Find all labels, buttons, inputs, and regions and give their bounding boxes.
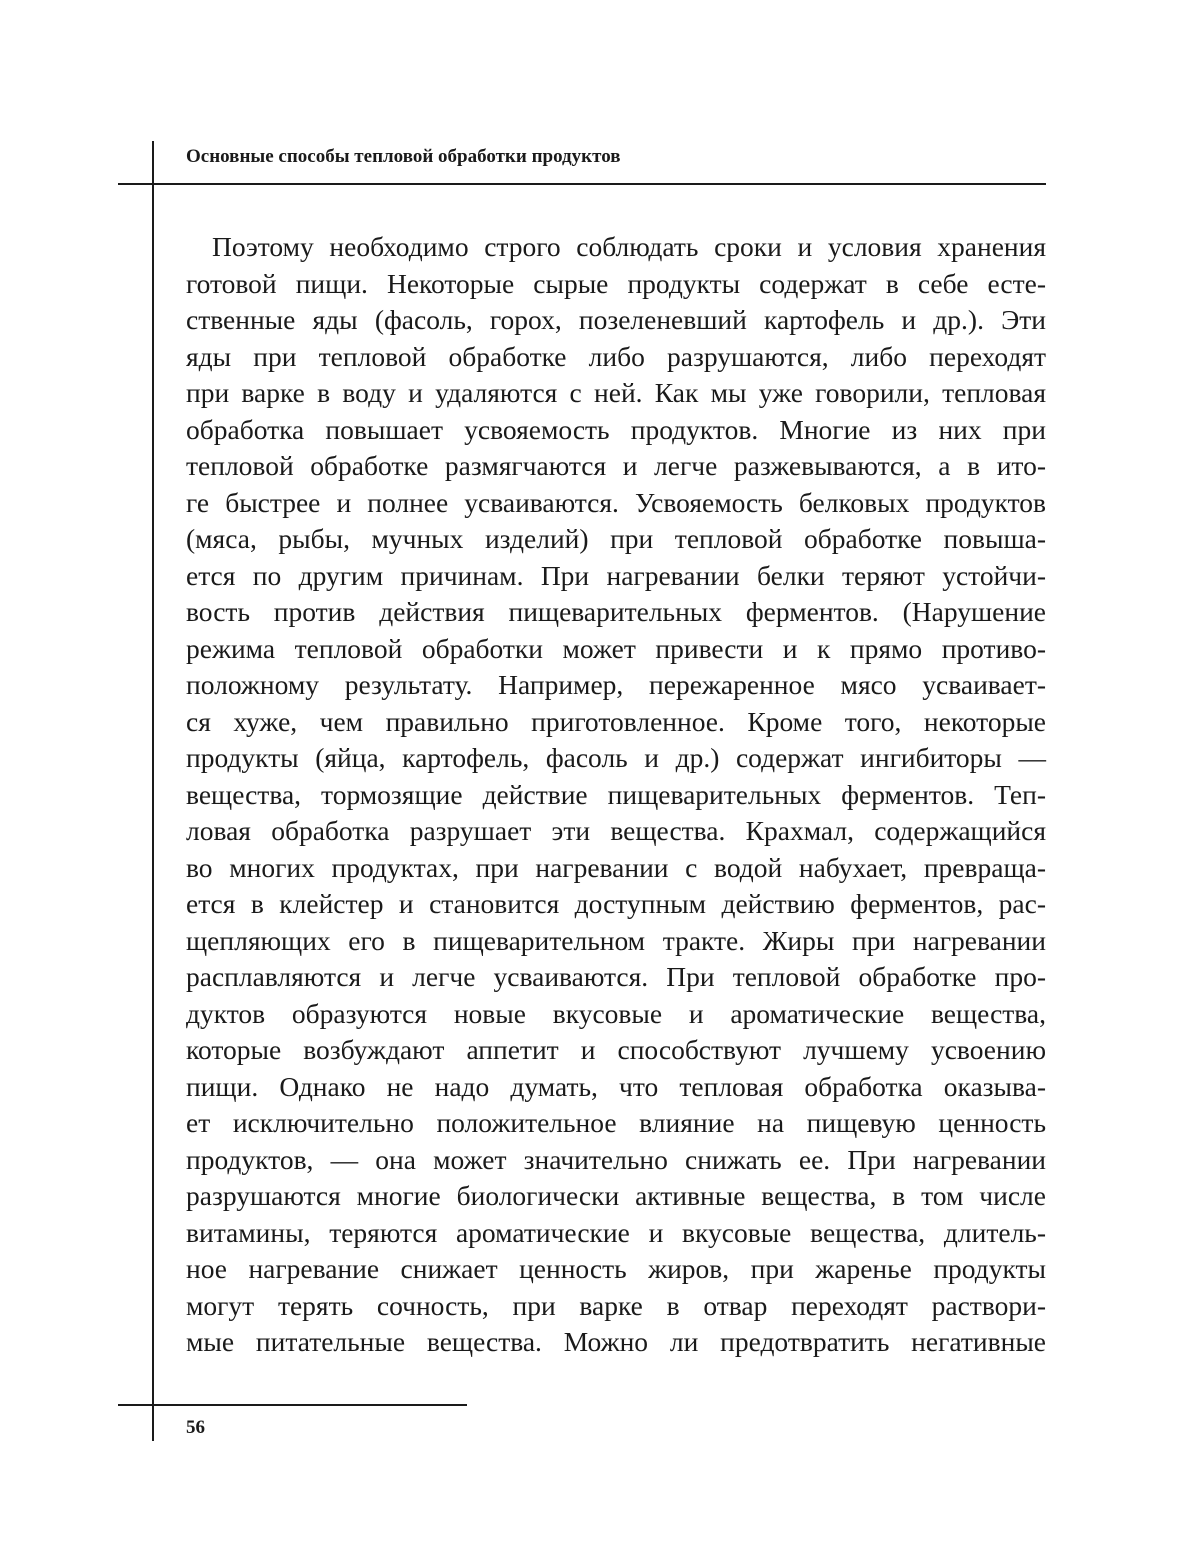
text-line: продукты (яйца, картофель, фасоль и др.) содержат ингибиторы — bbox=[186, 742, 1046, 773]
text-line: вость против действия пищеварительных ферментов. (Нарушение bbox=[186, 596, 1046, 627]
text-line: тепловой обработке размягчаются и легче разжевываются, а в ито- bbox=[186, 450, 1046, 481]
text-line: вещества, тормозящие действие пищеварительных ферментов. Теп- bbox=[186, 778, 1046, 810]
margin-vertical-rule bbox=[152, 141, 154, 1441]
text-line: которые возбуждают аппетит и способствуют лучшему усвоению bbox=[186, 1034, 1046, 1065]
text-line: дуктов образуются новые вкусовые и ароматические вещества, bbox=[186, 997, 1046, 1029]
text-line: (мяса, рыбы, мучных изделий) при тепловой обработке повыша- bbox=[186, 523, 1046, 554]
text-line: витамины, теряются ароматические и вкусовые вещества, длитель- bbox=[186, 1216, 1046, 1248]
text-line: положному результату. Например, пережаренное мясо усваивает- bbox=[186, 669, 1046, 700]
page-number: 56 bbox=[186, 1417, 205, 1438]
text-line: обработка повышает усвояемость продуктов. Многие из них при bbox=[186, 413, 1046, 445]
running-head: Основные способы тепловой обработки продуктов bbox=[186, 146, 621, 167]
text-line: пищи. Однако не надо думать, что тепловая обработка оказыва- bbox=[186, 1070, 1046, 1102]
text-line: при варке в воду и удаляются с ней. Как мы уже говорили, тепловая bbox=[186, 377, 1046, 408]
text-line: ственные яды (фасоль, горох, позеленевший картофель и др.). Эти bbox=[186, 304, 1046, 335]
text-line: Поэтому необходимо строго соблюдать сроки и условия хранения bbox=[212, 231, 1046, 262]
text-line: продуктов, — она может значительно снижать ее. При нагревании bbox=[186, 1143, 1046, 1175]
body-paragraph bbox=[186, 229, 1046, 1361]
text-line: ся хуже, чем правильно приготовленное. Кроме того, некоторые bbox=[186, 705, 1047, 737]
text-line: ет исключительно положительное влияние на пищевую ценность bbox=[186, 1107, 1046, 1138]
text-line: ется в клейстер и становится доступным действию ферментов, рас- bbox=[186, 888, 1046, 919]
text-line: расплавляются и легче усваиваются. При тепловой обработке про- bbox=[186, 961, 1046, 992]
text-line: мые питательные вещества. Можно ли предотвратить негативные bbox=[186, 1326, 1046, 1357]
text-line: щепляющих его в пищеварительном тракте. Жиры при нагревании bbox=[186, 924, 1046, 956]
text-line: яды при тепловой обработке либо разрушаются, либо переходят bbox=[186, 340, 1046, 372]
text-line: ется по другим причинам. При нагревании белки теряют устойчи- bbox=[186, 559, 1046, 591]
text-line: ловая обработка разрушает эти вещества. Крахмал, содержащийся bbox=[186, 815, 1047, 846]
text-line: режима тепловой обработки может привести и к прямо противо- bbox=[186, 632, 1046, 664]
text-line: ге быстрее и полнее усваиваются. Усвояемость белковых продуктов bbox=[186, 486, 1047, 518]
text-line: во многих продуктах, при нагревании с водой набухает, превраща- bbox=[186, 851, 1046, 883]
text-line: могут терять сочность, при варке в отвар переходят раствори- bbox=[186, 1289, 1046, 1321]
header-rule bbox=[118, 183, 1046, 185]
footer-rule bbox=[118, 1404, 467, 1406]
text-line: готовой пищи. Некоторые сырые продукты содержат в себе есте- bbox=[186, 267, 1046, 299]
text-line: ное нагревание снижает ценность жиров, при жаренье продукты bbox=[186, 1253, 1046, 1284]
text-line: разрушаются многие биологически активные вещества, в том числе bbox=[186, 1180, 1046, 1211]
